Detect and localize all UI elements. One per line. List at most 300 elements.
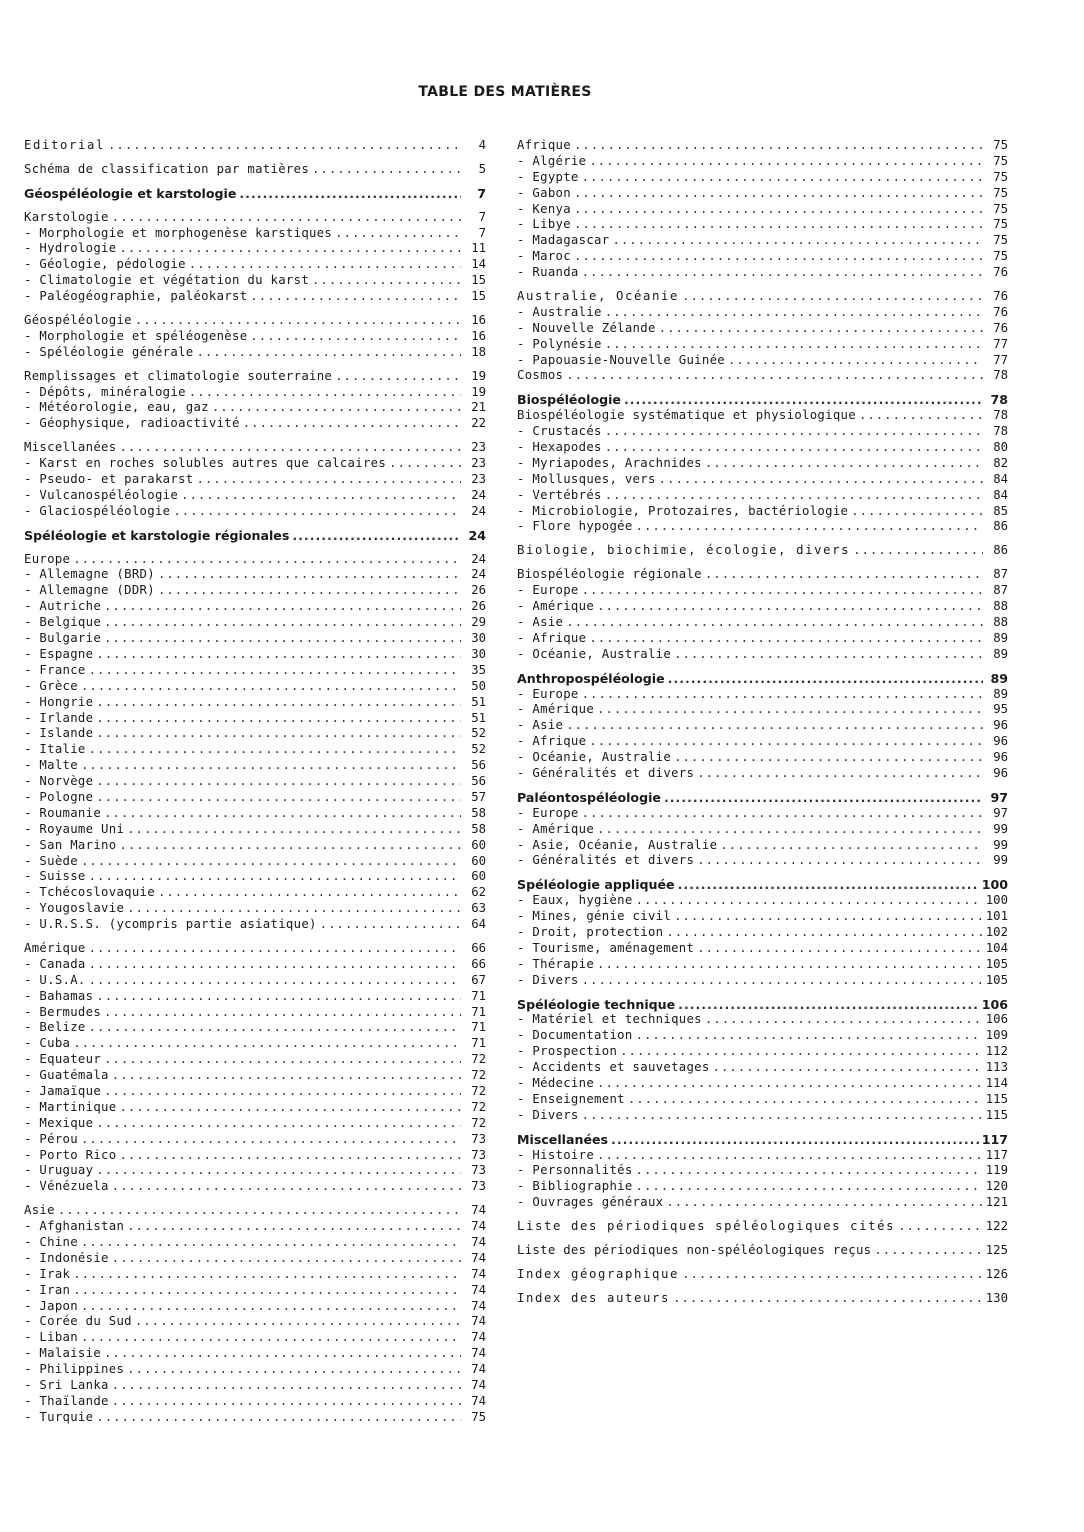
toc-leader-dots [73, 1267, 461, 1283]
toc-leader-dots [636, 1028, 983, 1044]
toc-leader-dots [678, 877, 979, 893]
toc-entry-label: Amérique [24, 940, 86, 955]
toc-entry [24, 1394, 486, 1410]
toc-entry [517, 822, 1008, 838]
toc-page-number: 74 [471, 1203, 486, 1218]
toc-entry-label: - Algérie [517, 153, 587, 168]
toc-entry-label: - Vertébrés [517, 487, 602, 502]
toc-entry [24, 1179, 486, 1195]
toc-leader-dots [853, 543, 983, 559]
toc-page-number: 74 [471, 1362, 486, 1377]
toc-entry-label: Index des auteurs [517, 1290, 671, 1305]
toc-leader-dots [89, 957, 461, 973]
toc-entry-label: - Asie [517, 614, 564, 629]
toc-page-number: 76 [993, 320, 1008, 335]
toc-leader-dots [335, 226, 461, 242]
toc-entry [517, 1012, 1008, 1028]
toc-page-number: 100 [981, 877, 1008, 893]
toc-entry-label: - Allemagne (BRD) [24, 567, 155, 582]
toc-leader-dots [720, 838, 983, 854]
toc-leader-dots [243, 416, 461, 432]
toc-entry-label: - Yougoslavie [24, 901, 125, 916]
toc-leader-dots [597, 702, 983, 718]
toc-page-number: 5 [478, 161, 486, 176]
toc-leader-dots [605, 488, 983, 504]
toc-entry-label: - Uruguay [24, 1163, 94, 1178]
toc-leader-dots [682, 289, 983, 305]
toc-leader-dots [713, 1060, 983, 1076]
toc-entry [517, 957, 1008, 973]
toc-leader-dots [239, 186, 461, 202]
toc-entry-label: - Bulgarie [24, 631, 102, 646]
toc-page-number: 102 [985, 924, 1008, 939]
toc-entry [24, 838, 486, 854]
toc-leader-dots [96, 790, 461, 806]
toc-page-number: 15 [471, 289, 486, 304]
toc-page-number: 88 [993, 599, 1008, 614]
page-title: TABLE DES MATIÈRES [418, 84, 592, 100]
toc-entry [24, 726, 486, 742]
toc-entry [517, 504, 1008, 520]
toc-entry-label: - Suisse [24, 869, 86, 884]
toc-entry-label: - Matériel et techniques [517, 1012, 702, 1027]
toc-page-number: 60 [471, 853, 486, 868]
toc-entry [517, 941, 1008, 957]
toc-page-number: 89 [993, 630, 1008, 645]
toc-page-number: 78 [993, 368, 1008, 383]
toc-entry-label: - Asie, Océanie, Australie [517, 837, 718, 852]
toc-page-number: 86 [993, 543, 1008, 558]
toc-leader-dots [636, 1163, 983, 1179]
toc-entry [24, 226, 486, 242]
toc-entry-label: - Thaïlande [24, 1393, 109, 1408]
toc-entry-label: - Dépôts, minéralogie [24, 384, 186, 399]
toc-leader-dots [605, 424, 983, 440]
toc-entry-label: - Sri Lanka [24, 1378, 109, 1393]
toc-entry [517, 647, 1008, 663]
toc-entry-label: - Bahamas [24, 988, 94, 1003]
toc-entry-label: - Iran [24, 1282, 71, 1297]
toc-entry [517, 567, 1008, 583]
toc-entry [24, 1299, 486, 1315]
toc-leader-dots [135, 1314, 461, 1330]
toc-page-number: 72 [471, 1083, 486, 1098]
toc-leader-dots [666, 1195, 982, 1211]
toc-entry-label: Australie, Océanie [517, 289, 680, 304]
toc-page-number: 77 [993, 336, 1008, 351]
toc-leader-dots [96, 989, 461, 1005]
toc-section-heading [517, 997, 1008, 1013]
toc-page-number: 60 [471, 837, 486, 852]
toc-page-number: 75 [993, 169, 1008, 184]
toc-entry [517, 217, 1008, 233]
toc-entry [24, 416, 486, 432]
toc-leader-dots [112, 210, 461, 226]
toc-page-number: 89 [993, 686, 1008, 701]
toc-entry [24, 885, 486, 901]
toc-page-number: 84 [993, 471, 1008, 486]
toc-section-heading [517, 671, 1008, 687]
toc-leader-dots [674, 750, 983, 766]
toc-leader-dots [96, 1116, 461, 1132]
toc-entry-label: - Allemagne (DDR) [24, 583, 155, 598]
toc-page-number: 76 [993, 289, 1008, 304]
toc-entry-label: - Mollusques, vers [517, 471, 656, 486]
toc-section-heading [24, 186, 486, 202]
toc-page-number: 96 [993, 718, 1008, 733]
toc-entry [24, 695, 486, 711]
toc-entry-label: Asie [24, 1203, 55, 1218]
toc-entry-label: - Flore hypogée [517, 519, 633, 534]
toc-leader-dots [582, 170, 983, 186]
toc-entry [24, 1283, 486, 1299]
toc-entry-label: - Nouvelle Zélande [517, 320, 656, 335]
toc-page-number: 75 [993, 138, 1008, 152]
toc-leader-dots [89, 663, 461, 679]
toc-leader-dots [628, 1092, 983, 1108]
toc-entry-label: - Géophysique, radioactivité [24, 416, 240, 431]
toc-page-number: 106 [981, 996, 1008, 1012]
toc-page-number: 84 [993, 487, 1008, 502]
toc-leader-dots [119, 1148, 461, 1164]
toc-page-number: 35 [471, 662, 486, 677]
toc-page-number: 74 [471, 1266, 486, 1281]
toc-entry-label: - Divers [517, 972, 579, 987]
toc-page-number: 75 [993, 217, 1008, 232]
toc-entry [517, 1092, 1008, 1108]
toc-entry-label: - Crustacés [517, 424, 602, 439]
toc-entry [517, 456, 1008, 472]
toc-entry [24, 1116, 486, 1132]
toc-leader-dots [312, 162, 461, 178]
toc-leader-dots [104, 1052, 461, 1068]
toc-page-number: 113 [985, 1060, 1008, 1075]
toc-leader-dots [582, 583, 983, 599]
toc-leader-dots [597, 1148, 983, 1164]
toc-entry-label: - Norvège [24, 774, 94, 789]
toc-leader-dots [89, 941, 461, 957]
toc-entry [24, 1410, 486, 1426]
toc-entry [517, 519, 1008, 535]
toc-entry [517, 289, 1008, 305]
toc-leader-dots [158, 567, 461, 583]
toc-page-number: 4 [478, 138, 486, 152]
toc-entry [24, 599, 486, 615]
toc-leader-dots [673, 1291, 983, 1307]
toc-entry-label: - Indonésie [24, 1250, 109, 1265]
toc-entry [24, 1235, 486, 1251]
toc-leader-dots [127, 1362, 461, 1378]
toc-leader-dots [119, 838, 461, 854]
toc-entry [24, 567, 486, 583]
toc-page-number: 73 [471, 1163, 486, 1178]
toc-leader-dots [104, 615, 461, 631]
toc-entry-label: Afrique [517, 138, 571, 152]
toc-leader-dots [119, 241, 461, 257]
toc-page-number: 105 [985, 956, 1008, 971]
toc-entry-label: - Mexique [24, 1115, 94, 1130]
toc-leader-dots [674, 647, 983, 663]
toc-entry [517, 1044, 1008, 1060]
toc-page-number: 75 [993, 249, 1008, 264]
toc-page-number: 75 [993, 233, 1008, 248]
toc-leader-dots [659, 321, 983, 337]
toc-entry-label: - Europe [517, 583, 579, 598]
toc-page-number: 19 [471, 368, 486, 383]
toc-leader-dots [81, 1299, 461, 1315]
toc-leader-dots [612, 233, 983, 249]
toc-entry [517, 1060, 1008, 1076]
toc-page-number: 52 [471, 726, 486, 741]
toc-entry [517, 424, 1008, 440]
toc-entry-label: - Divers [517, 1107, 579, 1122]
toc-entry-label: - Myriapodes, Arachnides [517, 455, 702, 470]
toc-page-number: 99 [993, 837, 1008, 852]
toc-entry-label: - Glaciospéléologie [24, 503, 171, 518]
toc-entry [517, 583, 1008, 599]
toc-entry-label: Biospéléologie systématique et physiologique [517, 408, 856, 423]
toc-leader-dots [597, 599, 983, 615]
toc-entry-label: Liste des périodiques non-spéléologiques reçus [517, 1243, 872, 1257]
toc-entry-label: - Amérique [517, 821, 595, 836]
toc-page-number: 73 [471, 1179, 486, 1194]
toc-page-number: 95 [993, 702, 1008, 717]
toc-entry-label: - Tourisme, aménagement [517, 940, 695, 955]
toc-page-number: 80 [993, 440, 1008, 455]
toc-entry [24, 1330, 486, 1346]
toc-page-number: 23 [471, 456, 486, 471]
toc-entry-label: - Australie [517, 304, 602, 319]
toc-leader-dots [574, 217, 983, 233]
toc-entry-label: - Géologie, pédologie [24, 257, 186, 272]
toc-entry-label: - Amérique [517, 702, 595, 717]
toc-entry [24, 901, 486, 917]
toc-page-number: 52 [471, 742, 486, 757]
toc-entry-label: - Vulcanospéléologie [24, 487, 179, 502]
toc-entry [24, 329, 486, 345]
toc-page-number: 74 [471, 1282, 486, 1297]
toc-leader-dots [96, 695, 461, 711]
toc-leader-dots [112, 1378, 461, 1394]
toc-entry [24, 241, 486, 257]
toc-leader-dots [104, 1005, 461, 1021]
toc-leader-dots [705, 567, 983, 583]
toc-entry [24, 488, 486, 504]
toc-page-number: 58 [471, 805, 486, 820]
toc-leader-dots [81, 1132, 461, 1148]
toc-leader-dots [605, 440, 983, 456]
toc-entry [517, 305, 1008, 321]
toc-page-number: 15 [471, 273, 486, 288]
toc-entry [24, 1267, 486, 1283]
toc-leader-dots [874, 1243, 982, 1259]
toc-page-number: 19 [471, 384, 486, 399]
toc-entry-label: - Europe [517, 686, 579, 701]
toc-entry [517, 408, 1008, 424]
toc-page-number: 72 [471, 1099, 486, 1114]
toc-entry [24, 289, 486, 305]
toc-leader-dots [119, 1100, 461, 1116]
toc-entry-label: - Suède [24, 853, 78, 868]
toc-page-number: 21 [471, 400, 486, 415]
toc-entry [24, 1132, 486, 1148]
toc-entry [517, 973, 1008, 989]
toc-entry-label: - U.R.S.S. (ycompris partie asiatique) [24, 917, 317, 932]
toc-entry-label: - Guatémala [24, 1068, 109, 1083]
toc-section-heading [517, 392, 1008, 408]
toc-entry [517, 202, 1008, 218]
toc-entry-label: - Vénézuela [24, 1179, 109, 1194]
toc-entry-label: Biospéléologie régionale [517, 567, 702, 582]
toc-column-left [24, 138, 486, 1426]
toc-leader-dots [96, 774, 461, 790]
toc-page-number: 87 [993, 567, 1008, 582]
toc-entry-label: - Accidents et sauvetages [517, 1060, 710, 1075]
toc-leader-dots [81, 679, 461, 695]
toc-entry [517, 1108, 1008, 1124]
toc-leader-dots [73, 1283, 461, 1299]
toc-entry [517, 1179, 1008, 1195]
toc-entry [24, 456, 486, 472]
toc-page-number: 30 [471, 646, 486, 661]
toc-page-number: 23 [471, 472, 486, 487]
toc-leader-dots [574, 249, 983, 265]
toc-page-number: 16 [471, 313, 486, 328]
toc-leader-dots [859, 408, 983, 424]
toc-page-number: 130 [985, 1290, 1008, 1305]
toc-entry-label: - Hydrologie [24, 241, 117, 256]
toc-entry-label: Editorial [24, 138, 106, 152]
toc-leader-dots [250, 329, 461, 345]
toc-leader-dots [173, 504, 461, 520]
toc-page-number: 76 [993, 265, 1008, 280]
toc-page-number: 26 [471, 599, 486, 614]
toc-page-number: 104 [985, 940, 1008, 955]
toc-page-number: 16 [471, 328, 486, 343]
toc-entry-label: - Asie [517, 718, 564, 733]
toc-entry-label: - Espagne [24, 646, 94, 661]
toc-leader-dots [312, 273, 461, 289]
toc-leader-dots [697, 853, 983, 869]
toc-entry [24, 1084, 486, 1100]
toc-page-number: 112 [985, 1044, 1008, 1059]
toc-entry-label: - Ouvrages généraux [517, 1195, 664, 1210]
toc-page-number: 74 [471, 1298, 486, 1313]
toc-leader-dots [624, 392, 983, 408]
toc-entry-label: Schéma de classification par matières [24, 161, 310, 176]
toc-page-number: 121 [985, 1195, 1008, 1210]
toc-entry-label: Géospéléologie et karstologie [24, 185, 237, 201]
toc-page-number: 11 [471, 241, 486, 256]
toc-entry-label: - Maroc [517, 249, 571, 264]
toc-leader-dots [81, 1235, 461, 1251]
toc-page-number: 72 [471, 1115, 486, 1130]
toc-entry-label: - Karst en roches solubles autres que calcaires [24, 456, 387, 471]
toc-leader-dots [659, 472, 983, 488]
toc-leader-dots [597, 957, 983, 973]
toc-column-right [517, 138, 1008, 1307]
toc-leader-dots [81, 758, 461, 774]
toc-entry-label: - Documentation [517, 1028, 633, 1043]
toc-leader-dots [636, 1179, 983, 1195]
toc-page-number: 89 [990, 670, 1008, 686]
toc-entry [24, 1005, 486, 1021]
toc-page-number: 75 [471, 1409, 486, 1424]
toc-page-number: 72 [471, 1052, 486, 1067]
toc-leader-dots [158, 885, 461, 901]
toc-page-number: 74 [471, 1378, 486, 1393]
toc-page-number: 115 [985, 1107, 1008, 1122]
toc-leader-dots [320, 917, 461, 933]
toc-leader-dots [73, 1036, 461, 1052]
toc-leader-dots [605, 305, 983, 321]
toc-entry-label: Cosmos [517, 368, 564, 383]
toc-entry [24, 941, 486, 957]
toc-entry-label: - Morphologie et morphogenèse karstiques [24, 225, 333, 240]
toc-page-number: 7 [477, 185, 486, 201]
toc-leader-dots [89, 742, 461, 758]
toc-leader-dots [104, 806, 461, 822]
toc-entry [517, 170, 1008, 186]
toc-entry [517, 265, 1008, 281]
toc-entry [24, 138, 486, 154]
toc-entry-label: - Roumanie [24, 805, 102, 820]
toc-entry [24, 1378, 486, 1394]
toc-entry [24, 806, 486, 822]
toc-leader-dots [73, 552, 461, 568]
toc-entry [517, 368, 1008, 384]
toc-entry-label: - Droit, protection [517, 924, 664, 939]
toc-page-number: 72 [471, 1068, 486, 1083]
toc-leader-dots [158, 583, 461, 599]
toc-entry-label: Géospéléologie [24, 313, 132, 328]
toc-entry-label: - Royaume Uni [24, 821, 125, 836]
toc-page-number: 106 [985, 1012, 1008, 1027]
toc-leader-dots [181, 488, 461, 504]
toc-entry [517, 353, 1008, 369]
toc-page-number: 105 [985, 972, 1008, 987]
toc-leader-dots [81, 854, 461, 870]
toc-entry [24, 854, 486, 870]
toc-leader-dots [89, 869, 461, 885]
toc-page-number: 56 [471, 774, 486, 789]
toc-page-number: 78 [993, 408, 1008, 423]
toc-page-number: 101 [985, 909, 1008, 924]
toc-entry-label: Karstologie [24, 209, 109, 224]
toc-entry-label: - Malaisie [24, 1346, 102, 1361]
toc-leader-dots [674, 909, 983, 925]
toc-leader-dots [127, 1219, 461, 1235]
toc-leader-dots [212, 400, 461, 416]
toc-entry-label: - Ruanda [517, 265, 579, 280]
toc-leader-dots [664, 790, 983, 806]
toc-entry [517, 543, 1008, 559]
toc-entry-label: - Canada [24, 956, 86, 971]
toc-leader-dots [582, 973, 983, 989]
toc-entry [24, 615, 486, 631]
toc-leader-dots [566, 368, 983, 384]
toc-page-number: 109 [985, 1028, 1008, 1043]
toc-entry [517, 615, 1008, 631]
toc-entry-label: - Océanie, Australie [517, 646, 672, 661]
toc-leader-dots [112, 1179, 461, 1195]
toc-entry [24, 1203, 486, 1219]
toc-entry [517, 1076, 1008, 1092]
toc-leader-dots [678, 997, 979, 1013]
toc-entry-label: - France [24, 662, 86, 677]
toc-leader-dots [582, 687, 983, 703]
toc-page-number: 97 [990, 789, 1008, 805]
